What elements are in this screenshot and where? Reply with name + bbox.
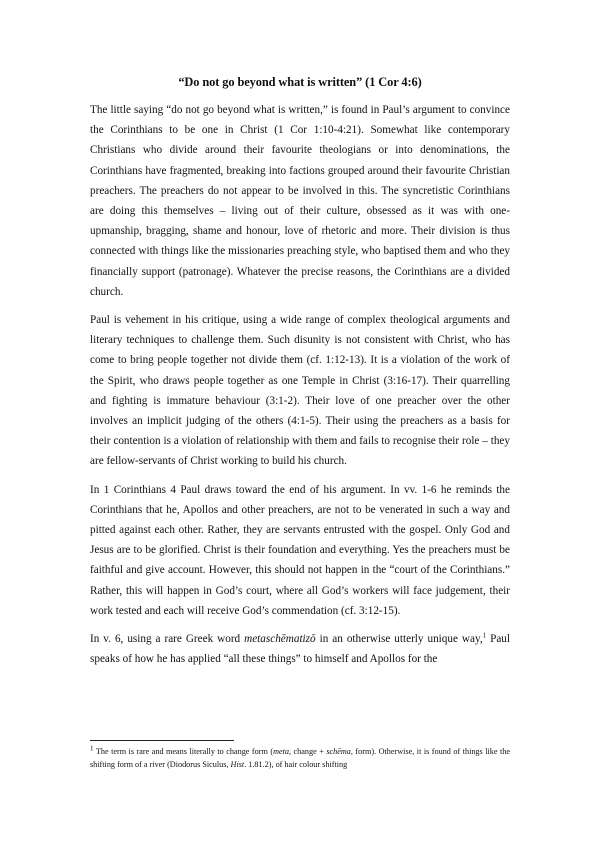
footnote xyxy=(90,746,510,771)
greek-word: metaschēmatizō xyxy=(244,633,316,646)
paragraph-4-before: In v. 6, using a rare Greek word xyxy=(90,633,245,646)
paragraph-4 xyxy=(90,629,510,669)
paragraph-2: Paul is vehement in his critique, using a wide range of complex theological arguments and literary techniques to challenge them. Such disunity is not consistent with Christ, who has come to bring people together not divide them (cf. 1:12-13). It is a violation of the work of the Spirit, who draws people together as one Temple in Christ (3:16-17). Their quarrelling and fighting is immature behaviour (3:1-2). Their love of one preacher over the other involves an implicit judging of the others (4:1-5). Their using the preachers as a basis for their contention is a violation of relationship with them and fails to recognise their role – they are fellow-servants of Christ working to build his church. xyxy=(90,314,510,468)
footnote-text-1: The term is rare and means literally to change form ( xyxy=(93,747,274,756)
footnote-text-2: , change + xyxy=(289,747,327,756)
footnote-text-3: , form). Otherwise, it is found of things like the shifting form of a river (Diodorus Siculus, xyxy=(90,747,510,769)
footnote-text-4: . 1.81.2), of hair colour shifting xyxy=(244,759,348,769)
paragraph-3: In 1 Corinthians 4 Paul draws toward the end of his argument. In vv. 1-6 he reminds the Corinthians that he, Apollos and other preachers, are not to be venerated in such a way and pitted against each other. Rather, they are servants entrusted with the gospel. Only God and Jesus are to be glorified. Christ is their foundation and everything. Yes the preachers must be faithful and give account. However, this should not happen in the “court of the Corinthians.” Rather, this will happen in God’s court, where all God’s workers will face judgement, their work tested and each will receive God’s commendation (cf. 3:12-15). xyxy=(90,483,510,617)
footnote-italic-hist: Hist xyxy=(230,759,245,769)
paragraph-4-after: Paul speaks of how he has applied “all these things” to himself and Apollos for the xyxy=(90,633,510,666)
footnote-divider xyxy=(90,740,234,741)
document-page xyxy=(90,74,510,677)
document-title: “Do not go beyond what is written” (1 Cor 4:6) xyxy=(178,75,422,89)
footnote-ref[interactable]: 1 xyxy=(482,631,487,640)
paragraph-4-middle: in an otherwise utterly unique way, xyxy=(315,633,483,646)
footnote-number: 1 xyxy=(90,744,94,753)
footnote-italic-meta: meta xyxy=(273,747,289,756)
paragraph-1: The little saying “do not go beyond what is written,” is found in Paul’s argument to convince the Corinthians to be one in Christ (1 Cor 1:10-4:21). Somewhat like contemporary Christians who divide around their favourite theologians or into denominations, the Corinthians have fragmented, breaking into factions grouped around their favourite Christian preachers. The preachers do not appear to be involved in this. The syncretistic Corinthians are doing this themselves – living out of their culture, obsessed as it was with one-upmanship, bragging, shame and honour, love of rhetoric and more. Their division is thus connected with things like the missionaries preaching style, who baptised them and who they financially support (patronage). Whatever the precise reasons, the Corinthians are a divided church. xyxy=(90,104,510,298)
footnote-italic-schema: schēma xyxy=(326,747,351,756)
